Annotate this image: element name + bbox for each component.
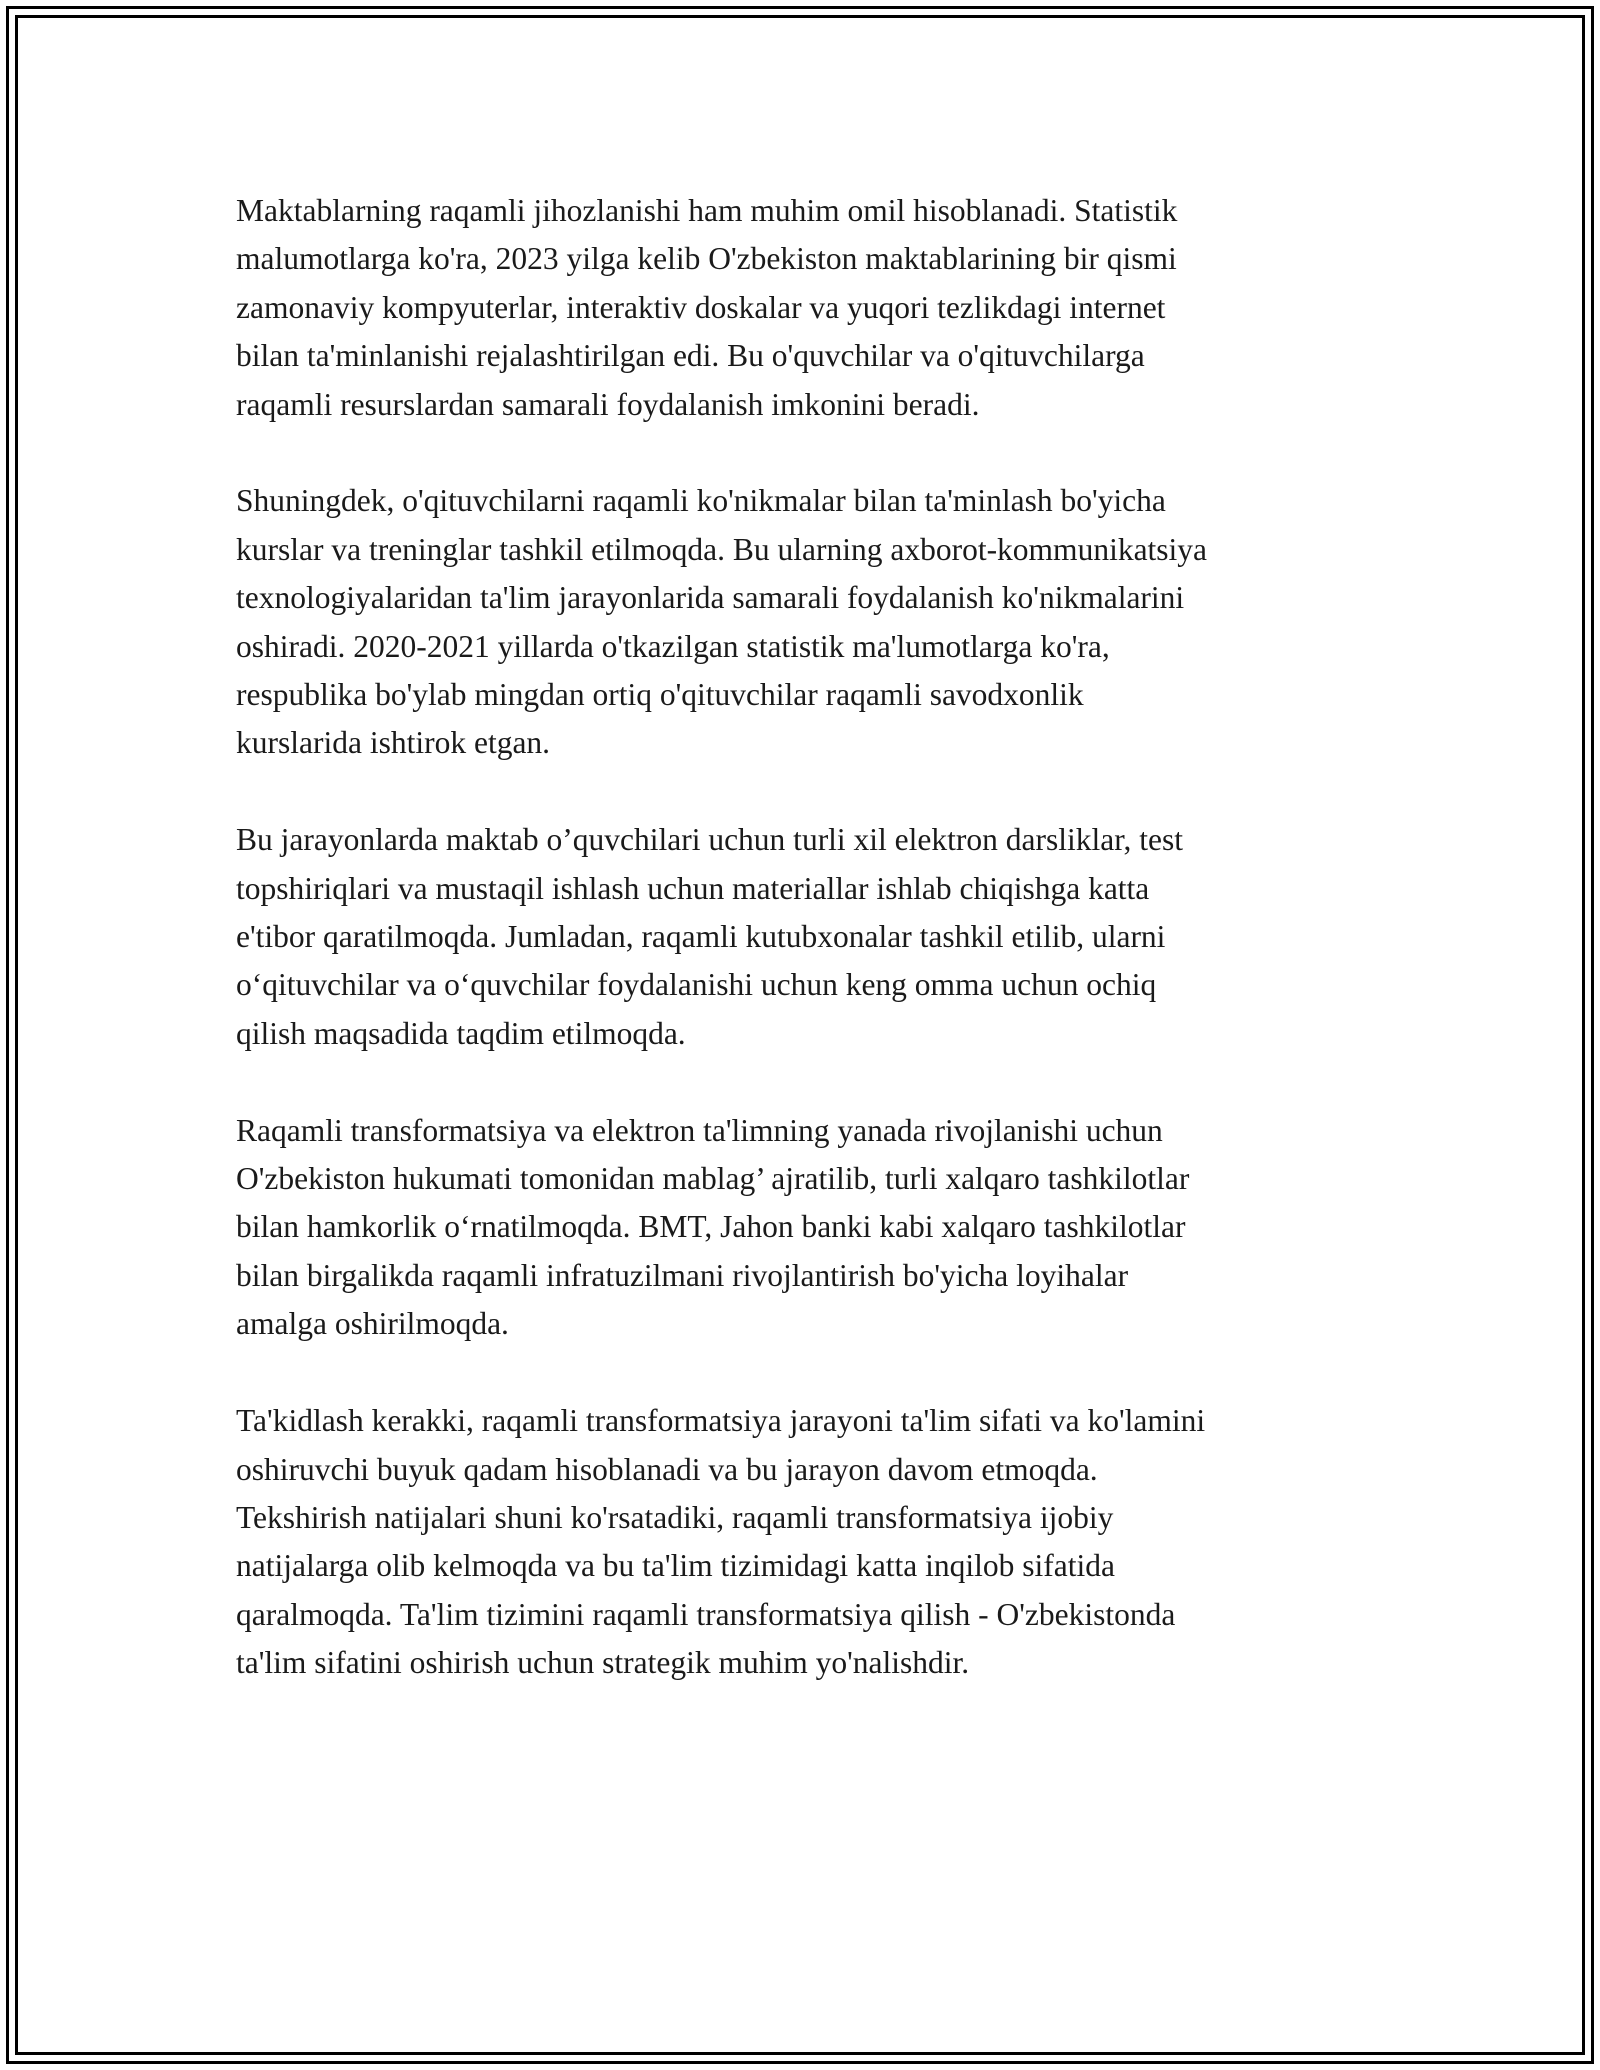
paragraph-line: respublika bo'ylab mingdan ortiq o'qituvchilar raqamli savodxonlik bbox=[236, 677, 1084, 713]
paragraph-line: Ta'kidlash kerakki, raqamli transformatsiya jarayoni ta'lim sifati va ko'lamini bbox=[236, 1403, 1206, 1439]
paragraph-line: bilan ta'minlanishi rejalashtirilgan edi. Bu o'quvchilar va o'qituvchilarga bbox=[236, 338, 1145, 374]
paragraph-1 bbox=[236, 187, 1396, 429]
paragraph-3 bbox=[236, 816, 1396, 1058]
paragraph-line: oshiruvchi buyuk qadam hisoblanadi va bu jarayon davom etmoqda. bbox=[236, 1451, 1098, 1487]
paragraph-line: topshiriqlari va mustaqil ishlash uchun materiallar ishlab chiqishga katta bbox=[236, 870, 1150, 906]
paragraph-line: amalga oshirilmoqda. bbox=[236, 1306, 509, 1342]
paragraph-line: bilan birgalikda raqamli infratuzilmani rivojlantirish bo'yicha loyihalar bbox=[236, 1257, 1129, 1293]
paragraph-line: Bu jarayonlarda maktab o’quvchilari uchun turli xil elektron darsliklar, test bbox=[236, 822, 1183, 858]
paragraph-line: qilish maqsadida taqdim etilmoqda. bbox=[236, 1015, 686, 1051]
paragraph-line: Maktablarning raqamli jihozlanishi ham muhim omil hisoblanadi. Statistik bbox=[236, 193, 1178, 228]
paragraph-line: Shuningdek, o'qituvchilarni raqamli ko'nikmalar bilan ta'minlash bo'yicha bbox=[236, 483, 1166, 519]
paragraph-line: Raqamli transformatsiya va elektron ta'limning yanada rivojlanishi uchun bbox=[236, 1112, 1163, 1148]
paragraph-line: ta'lim sifatini oshirish uchun strategik muhim yo'nalishdir. bbox=[236, 1645, 970, 1681]
paragraph-line: Tekshirish natijalari shuni ko'rsatadiki, raqamli transformatsiya ijobiy bbox=[236, 1499, 1114, 1535]
paragraph-line: oshiradi. 2020-2021 yillarda o'tkazilgan statistik ma'lumotlarga ko'ra, bbox=[236, 628, 1110, 664]
document-body bbox=[236, 187, 1396, 1688]
paragraph-line: qaralmoqda. Ta'lim tizimini raqamli transformatsiya qilish - O'zbekistonda bbox=[236, 1596, 1176, 1632]
paragraph-line: e'tibor qaratilmoqda. Jumladan, raqamli kutubxonalar tashkil etilib, ularni bbox=[236, 919, 1166, 955]
paragraph-line: o‘qituvchilar va o‘quvchilar foydalanishi uchun keng omma uchun ochiq bbox=[236, 967, 1157, 1003]
paragraph-line: O'zbekiston hukumati tomonidan mablag’ ajratilib, turli xalqaro tashkilotlar bbox=[236, 1161, 1190, 1197]
paragraph-line: kurslarida ishtirok etgan. bbox=[236, 725, 551, 761]
paragraph-line: zamonaviy kompyuterlar, interaktiv doskalar va yuqori tezlikdagi internet bbox=[236, 289, 1166, 325]
paragraph-4 bbox=[236, 1107, 1396, 1349]
paragraph-line: raqamli resurslardan samarali foydalanish imkonini beradi. bbox=[236, 386, 980, 422]
paragraph-line: natijalarga olib kelmoqda va bu ta'lim tizimidagi katta inqilob sifatida bbox=[236, 1548, 1116, 1584]
paragraph-5 bbox=[236, 1397, 1396, 1687]
paragraph-line: texnologiyalaridan ta'lim jarayonlarida samarali foydalanish ko'nikmalarini bbox=[236, 580, 1185, 616]
paragraph-line: malumotlarga ko'ra, 2023 yilga kelib O'zbekiston maktablarining bir qismi bbox=[236, 241, 1177, 277]
paragraph-2 bbox=[236, 477, 1396, 767]
paragraph-line: bilan hamkorlik o‘rnatilmoqda. BMT, Jahon banki kabi xalqaro tashkilotlar bbox=[236, 1209, 1186, 1245]
paragraph-line: kurslar va treninglar tashkil etilmoqda. Bu ularning axborot-kommunikatsiya bbox=[236, 531, 1208, 567]
